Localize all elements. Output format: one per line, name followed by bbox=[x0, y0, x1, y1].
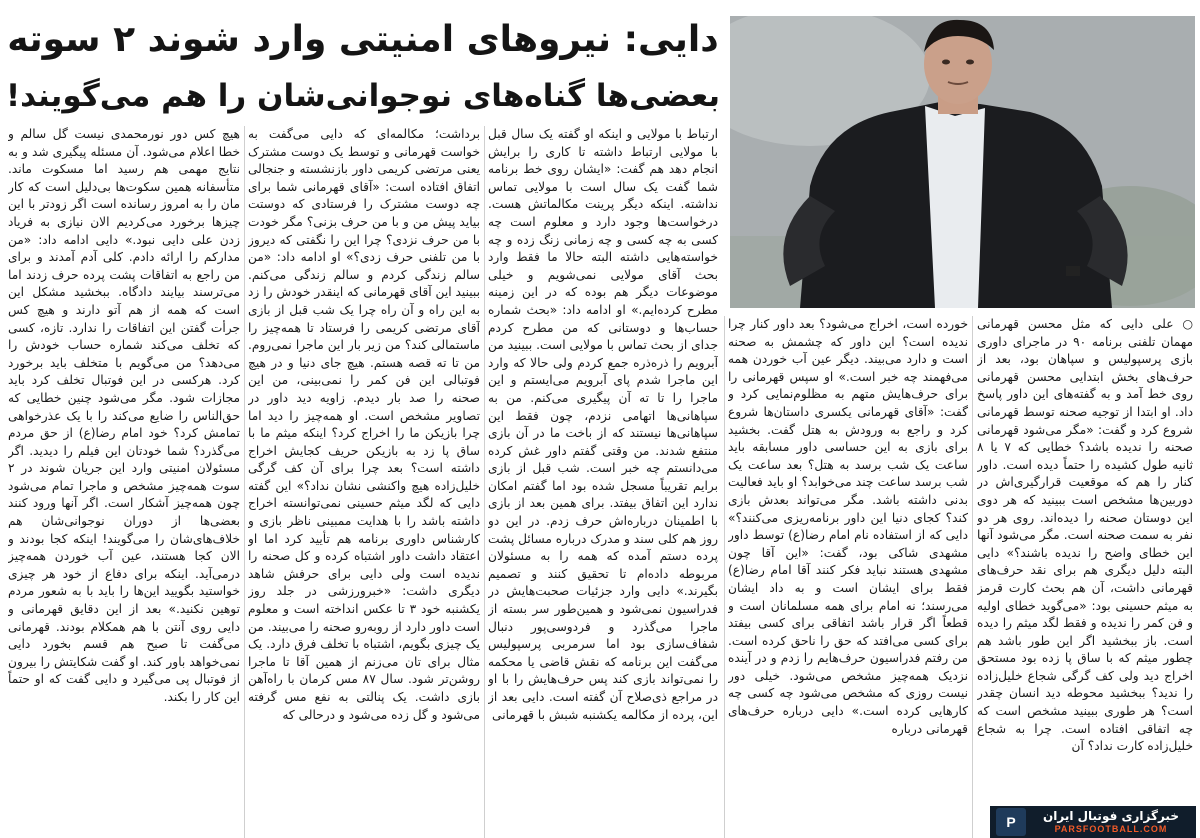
column-text: ○ علی دایی که مثل محسن قهرمانی مهمان تلفنی برنامه ۹۰ در ماجرای داوری بازی پرسپولیس و سپاهان بود، بعد از حرف‌های بخش ابتدایی محسن قهرمانی روی خط آمد و به گفته‌های این داور پاسخ داد. او ابتدا از توجیه صحنه توسط قهرمانی شروع کرد و گفت: «مگر می‌شود قهرمانی صحنه را ندیده باشد؟ خطایی که ۷ یا ۸ ثانیه طول کشیده را حتماً دیده است. داور کنار را هم که موقعیت قرارگیری‌اش در دوربین‌ها مشخص است ببینید که هر دوی این دوستان صحنه را دیده‌اند. روی هر دو نفر به سمت صحنه است. مگر می‌شود آنها این خطای واضح را ندیده باشند؟» دایی البته دلیل دیگری هم برای نقد حرف‌های قهرمانی داشت، آن هم بحث کارت قرمز به میثم حسینی بود: «می‌گوید خطای اولیه و فن کمر را ندیده و فقط لگد میثم را دیده است. باز ببخشید اگر این طور باشد هم چطور میثم که با ساق پا زده بود مستحق اخراج دید ولی کف گرگی شجاع خلیل‌زاده را ندید؟ ببخشید محوطه دید انسان چقدر است؟ هر طوری ببینید مشخص است که چه اتفاقی افتاده است. چرا به شجاع خلیل‌زاده کارت نداد؟ آن bbox=[977, 317, 1193, 754]
parsfootball-logo-icon: P bbox=[996, 808, 1026, 836]
watermark-banner bbox=[990, 806, 1196, 838]
column-text: ارتباط با مولایی و اینکه او گفته یک سال قبل با مولایی ارتباط داشته تا کاری را برایش انجام دهد هم گفت: «ایشان روی خط برنامه شما گفت یک سال است با مولایی تماس نداشته. اینکه دیگر پرینت مکالماتش هست. درخواست‌ها وجود دارد و معلوم است چه کسی به چه کسی و چه زمانی زنگ زده و چه خواسته‌هایی داشته البته حالا ما فقط وارد بحث آقای مولایی نمی‌شویم و خیلی موضوعات دیگر هم بوده که در این زمینه مطرح کرده‌ایم.» او ادامه داد: «بحث شماره حساب‌ها و دوستانی که من مطرح کردم جدای از بحث تماس با مولایی است. ببینید من آبرویم را ذره‌ذره جمع کردم ولی حالا که وارد این ماجرا شدم پای آبرویم می‌ایستم و این ماجرا را تا ته آن پیگیری می‌کنم. من به سپاهانی‌ها اتهامی نزدم، چون فقط این سپاهانی‌ها نیستند که از باخت ما در آن بازی منتفع شدند. من وقتی گفتم داور غش کرده می‌دانستم چه خبر است. شب قبل از بازی برایم تقریباً مسجل شده بود اما گفتم امکان ندارد این اتفاق بیفتد. برای همین بعد از بازی با اطمینان درباره‌اش حرف زدم. در این دو روز هم کلی سند و مدرک درباره مسائل پشت پرده دستم آمده که همه را به مسئولان مربوطه داده‌ام تا تحقیق کنند و تصمیم بگیرند.» دایی وارد جزئیات صحبت‌هایش در فدراسیون نمی‌شود و همین‌طور سر بسته از ماجرا می‌گذرد و فردوسی‌پور دنبال شفاف‌سازی بود اما سرمربی پرسپولیس می‌گفت این برنامه که نقش قاضی یا محکمه را نمی‌تواند بازی کند پس حرف‌هایش را با او در مراجع ذی‌صلاح آن گفته است. دایی بعد از این، پرده از مکالمه یکشنبه شبش با قهرمانی bbox=[488, 127, 718, 722]
article-column-1 bbox=[977, 316, 1193, 838]
photo-ali-daei bbox=[730, 16, 1195, 308]
column-text: برداشت؛ مکالمه‌ای که دایی می‌گفت به خواست قهرمانی و توسط یک دوست مشترک یعنی مرتضی کریمی داور بازنشسته و جنجالی اتفاق افتاده است: «آقای قهرمانی شما برای چه دوست مشترک را فرستادی که دوستت بیاید پیش من و با من حرف بزنی؟ مگر خودت با من حرف نزدی؟ چرا این را نگفتی که دیروز با من تلفنی حرف زدی؟» او ادامه داد: «من سالم زندگی کردم و سالم زندگی می‌کنم. ببینید این آقای قهرمانی که اینقدر خودش را زد به این راه و آن راه چرا یک شب قبل از بازی آقای مرتضی کریمی را فرستاد تا همه‌چیز را ماستمالی کند؟ من زیر بار این ماجرا نمی‌روم. من تا ته قصه هستم. هیچ جای دنیا و در هیچ فوتبالی این فن کمر را نمی‌بینی، من این صحنه را صد بار دیدم. زاویه دید داور در تصاویر مشخص است. او همه‌چیز را دید اما چرا بازیکن ما را اخراج کرد؟ اینکه میثم ما با ساق پا زد به بازیکن حریف کجایش اخراج داشته است؟ بعد چرا برای آن کف گرگی خلیل‌زاده هیچ واکنشی نشان نداد؟» این گفته دایی که لگد میثم حسینی نمی‌توانسته اخراج داشته باشد را با هدایت ممبینی ناظر بازی و کارشناس داوری برنامه هم تأیید کرد اما او اعتقاد داشت داور اشتباه کرده و کل صحنه را ندیده است ولی دایی برای حرفش شاهد دیگری داشت: «خبرورزشی در جلد روز یکشنبه خود ۳ تا عکس انداخته است و معلوم است داور دارد از روبه‌رو صحنه را می‌بیند. من یک چیزی بگویم، اشتباه با تخلف فرق دارد. یک مثال برای تان می‌زنم از همین آقا تا ماجرا روشن‌تر شود. سال ۸۷ مس کرمان با راه‌آهن بازی داشت. یک پنالتی به نفع مس گرفته می‌شود و گل زده می‌شود و درحالی که bbox=[248, 127, 480, 722]
headline-line-2: بعضی‌ها گناه‌های نوجوانی‌شان را هم می‌گویند! bbox=[5, 78, 720, 114]
watermark-text bbox=[1026, 809, 1196, 835]
column-text: خورده است، اخراج می‌شود؟ بعد داور کنار چرا ندیده است؟ این داور که چشمش به صحنه است و دارد می‌بیند. دیگر عین آب خوردن همه می‌فهمند چه خبر است.» او سپس قهرمانی را برای حرف‌هایش متهم به مظلوم‌نمایی کرد و گفت: «آقای قهرمانی یکسری داستان‌ها شروع کرد و راجع به ورودش به هتل گفت. بخشید برای بازی به این حساسی داور مسابقه باید ساعت یک شب برسد به هتل؟ بعد ساعت یک شب برسد ساعت چند می‌خوابد؟ او باید فعالیت بدنی داشته باشد. مگر می‌تواند بعدش بازی کند؟ کجای دنیا این داور برنامه‌ریزی می‌کنند؟» دایی که از استفاده نام امام رضا(ع) توسط داور مشهدی شاکی بود، گفت: «این آقا چون مشهدی هستند نباید فکر کنند آقا امام رضا(ع) فقط برای ایشان است و به داد ایشان می‌رسند؛ نه امام برای همه مسلمانان است و قطعاً اگر قرار باشد اتفاقی برای کسی بیفتد برای کسی می‌افتد که حق را ناحق کرده است. من رفتم فدراسیون حرف‌هایم را زدم و در آینده نزدیک همه‌چیز مشخص می‌شود. خیلی دور نیست روزی که مشخص می‌شود چه کسی چه کارهایی کرده است.» دایی درباره حرف‌های قهرمانی درباره bbox=[728, 317, 968, 736]
article-column-5 bbox=[8, 126, 240, 838]
column-rule bbox=[724, 316, 725, 838]
column-rule bbox=[484, 126, 485, 838]
photo-illustration bbox=[730, 16, 1195, 308]
article-column-3 bbox=[488, 126, 718, 838]
watermark-text-en: PARSFOOTBALL.COM bbox=[1054, 824, 1168, 834]
article-column-2 bbox=[728, 316, 968, 838]
article-column-4 bbox=[248, 126, 480, 838]
watermark-text-fa: خبرگزاری فوتبال ایران bbox=[1043, 809, 1179, 823]
headline bbox=[6, 12, 720, 140]
headline-line-1: دایی: نیروهای امنیتی وارد شوند ۲ سوته bbox=[7, 19, 719, 60]
column-rule bbox=[972, 316, 973, 838]
column-text: هیچ کس دور نورمحمدی نیست گل سالم و خطا اعلام می‌شود. آن مسئله پیگیری شد و به نتایج مهمی هم رسید اما مسکوت ماند. متأسفانه همین سکوت‌ها بی‌دلیل است که کار مان را به امروز رسانده است اگر زودتر با این چیزها برخورد می‌کردیم الان نیازی به فریاد زدن علی دایی نبود.» دایی ادامه داد: «من مدارکم را ارائه دادم. کلی آدم آمدند و برای من راجع به اتفاقات پشت پرده حرف زدند اما می‌ترسند بیایند دادگاه. ببخشید مشکل این است که همه از هم آتو دارند و هیچ کس جرأت گفتن این اتفاقات را ندارد. تازه، کسی که تخلف می‌کند شماره حساب خودش را می‌دهد؟ من می‌گویم با متخلف باید برخورد کرد. هرکسی در این فوتبال تخلف کرد باید مجازات شود. مگر می‌شود چنین خطایی که حق‌الناس را ضایع می‌کند را با یک عذرخواهی تمامش کرد؟ خود امام رضا(ع) از حق مردم می‌گذرد؟ شما خودتان این فیلم را دیدید. اگر مسئولان امنیتی وارد این جریان شوند در ۲ سوت همه‌چیز مشخص و ماجرا تمام می‌شود چون همه‌چیز آشکار است. اگر آنها ورود کنند بعضی‌ها از دوران نوجوانی‌شان هم خلاف‌های‌شان را می‌گویند! اینکه کجا بودند و الان کجا هستند، عین آب خوردن همه‌چیز درمی‌آید. اینکه برای دفاع از خود هر چیزی خواستید بگویید این‌ها را باید با به شعور مردم توهین نکنید.» بعد از این دقایق قهرمانی و دایی روی آنتن با هم همکلام بودند. قهرمانی می‌گفت تا صبح هم قسم بخورد دایی نمی‌خواهد باور کند. او گفت شکایتش را بیرون از فوتبال پی می‌گیرد و دایی گفت که او حتماً این کار را بکند. bbox=[8, 127, 240, 704]
column-rule bbox=[244, 126, 245, 838]
